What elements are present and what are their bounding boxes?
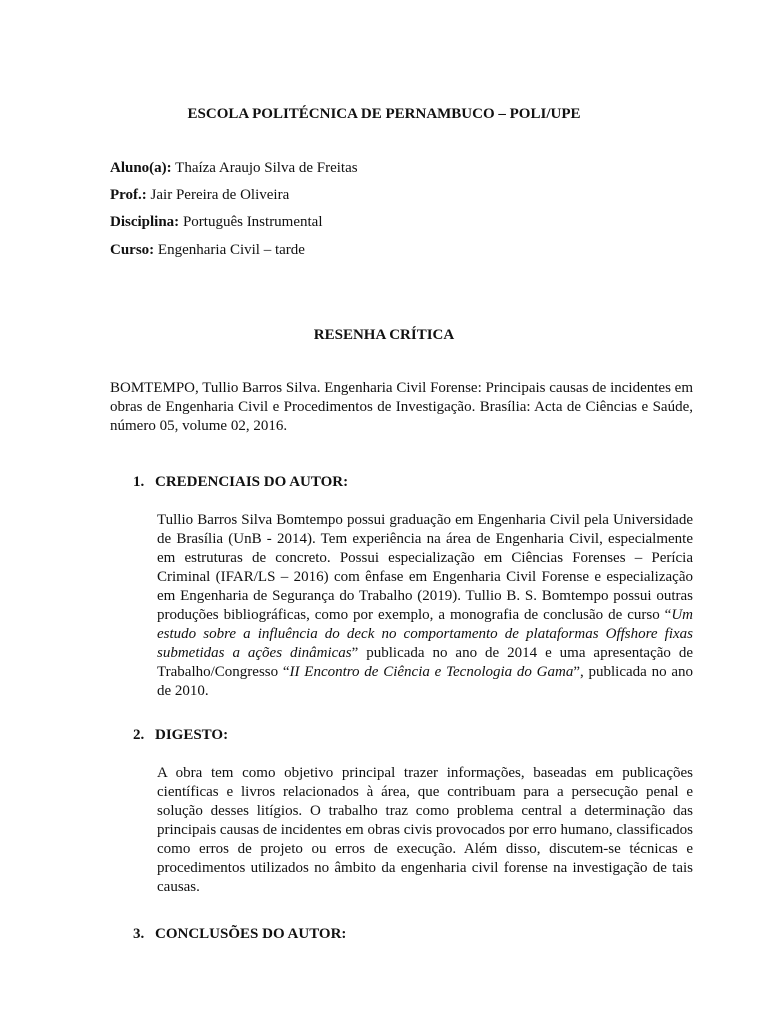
course-line [110,242,305,259]
section-body-credentials [157,511,693,701]
course-label: Curso: [110,242,155,258]
course-value: Engenharia Civil – tarde [154,242,305,258]
monograph-title: Um estudo sobre a influência do deck no comportamento de plataformas Offshore fixas submetidas a ações dinâmicas [157,607,693,661]
student-line [110,160,358,177]
section-title: CREDENCIAIS DO AUTOR: [155,474,349,490]
section-heading-credentials [133,474,348,491]
professor-label: Prof.: [110,187,147,203]
student-label: Aluno(a): [110,160,172,176]
institution-title: ESCOLA POLITÉCNICA DE PERNAMBUCO – POLI/UPE [187,106,581,122]
section-heading-conclusions [133,926,346,943]
discipline-label: Disciplina: [110,214,180,230]
section-number: 3. [133,926,145,942]
credentials-text-end: ”, publicada no ano de 2010. [157,664,693,699]
section-number: 1. [133,474,145,490]
student-value: Thaíza Araujo Silva de Freitas [171,160,358,176]
section-number: 2. [133,727,145,743]
bibliographic-reference: BOMTEMPO, Tullio Barros Silva. Engenharia Civil Forense: Principais causas de incidentes em obras de Engenharia Civil e Procedimentos de Investigação. Brasília: Acta de Ciências e Saúde, número 05, volume 02, 2016. [110,380,693,434]
credentials-text-cont: ” publicada no ano de 2014 e uma apresentação de Trabalho/Congresso “ [157,645,693,680]
discipline-line [110,214,323,231]
section-body-digest: A obra tem como objetivo principal trazer informações, baseadas em publicações científicas e livros relacionados à área, que contribuam para a persecução penal e solução desses litígios. O trabalho traz como problema central a determinação das principais causas de incidentes em obras civis provocados por erro humano, classificados como erros de projeto ou erros de execução. Além disso, discutem-se técnicas e procedimentos utilizados no âmbito da engenharia civil forense na investigação de tais causas. [157,765,693,895]
credentials-text: Tullio Barros Silva Bomtempo possui graduação em Engenharia Civil pela Universidade de Brasília (UnB - 2014). Tem experiência na área de Engenharia Civil, especialmente em estruturas de concreto. Possui especialização em Ciências Forenses – Perícia Criminal (IFAR/LS – 2016) com ênfase em Engenharia Civil Forense e especialização em Engenharia de Segurança do Trabalho (2019). Tullio B. S. Bomtempo possui outras produções bibliográficas, como por exemplo, a monografia de conclusão de curso “ [157,512,693,623]
professor-value: Jair Pereira de Oliveira [146,187,290,203]
section-heading-digest [133,727,228,744]
professor-line [110,187,289,204]
section-title: DIGESTO: [155,727,229,743]
section-title: CONCLUSÕES DO AUTOR: [155,926,347,942]
review-title: RESENHA CRÍTICA [313,327,455,343]
congress-title: II Encontro de Ciência e Tecnologia do Gama [289,664,574,680]
discipline-value: Português Instrumental [179,214,323,230]
